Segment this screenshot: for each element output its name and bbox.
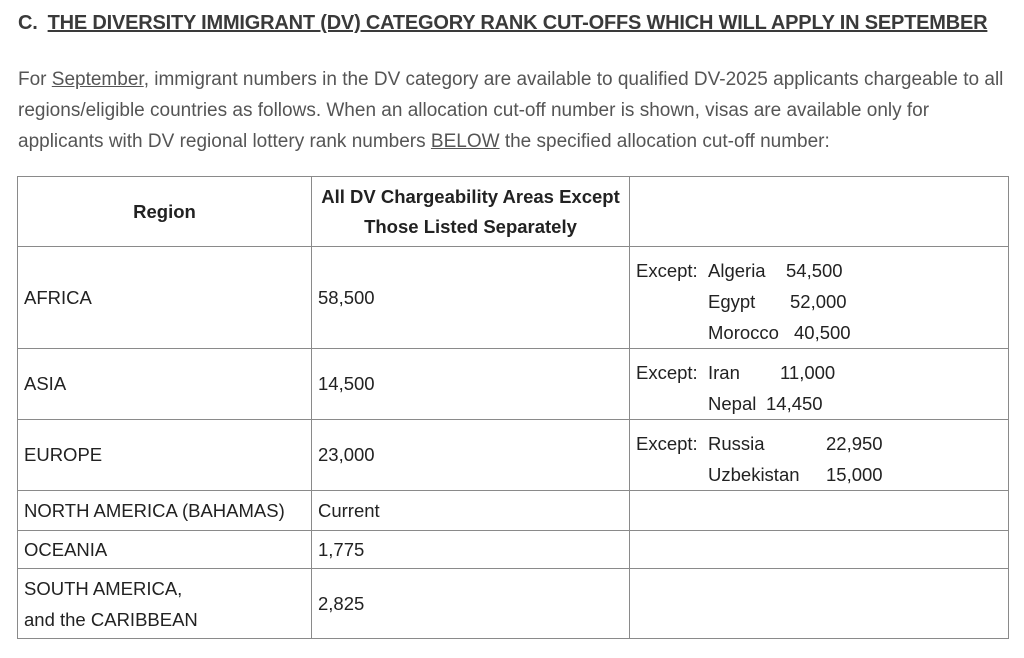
section-prefix: C.	[18, 12, 38, 34]
table-row-africa	[18, 247, 1009, 349]
region-cell: OCEANIA	[18, 531, 312, 569]
exception-country: Nepal	[708, 393, 757, 414]
region-cell: ASIA	[18, 349, 312, 420]
header-exceptions	[630, 177, 1009, 247]
exception-country: Russia	[708, 433, 765, 454]
exception-row	[636, 357, 1002, 388]
intro-paragraph	[18, 64, 1018, 157]
region-line: and the CARIBBEAN	[24, 608, 198, 630]
region-cell: AFRICA	[18, 247, 312, 349]
table-header-row	[18, 177, 1009, 247]
value-cell: 14,500	[312, 349, 630, 420]
exception-row	[636, 459, 1002, 490]
dv-cutoff-table	[17, 176, 1009, 639]
intro-text-1: For	[18, 69, 52, 90]
exceptions-cell	[630, 247, 1009, 349]
exception-value: 15,000	[826, 464, 883, 485]
exception-row	[636, 286, 1002, 317]
intro-below: BELOW	[430, 131, 500, 152]
except-label: Except:	[636, 260, 698, 281]
value-cell: 1,775	[312, 531, 630, 569]
value-cell: 2,825	[312, 569, 630, 639]
except-label: Except:	[636, 362, 698, 383]
section-title: THE DIVERSITY IMMIGRANT (DV) CATEGORY RANK CUT-OFFS WHICH WILL APPLY IN SEPTEMBER	[47, 12, 988, 34]
except-label: Except:	[636, 433, 698, 454]
header-all-areas-line1: All DV Chargeability Areas Except	[321, 185, 620, 207]
value-cell: Current	[312, 491, 630, 531]
exception-country: Morocco	[708, 322, 779, 343]
header-region: Region	[18, 177, 312, 247]
exception-country: Iran	[708, 362, 740, 383]
region-cell	[18, 569, 312, 639]
section-heading	[18, 12, 987, 35]
intro-month: September	[51, 69, 144, 90]
table-row-oceania	[18, 531, 1009, 569]
exception-row	[636, 317, 1002, 348]
value-cell: 58,500	[312, 247, 630, 349]
table-row-europe	[18, 420, 1009, 491]
exceptions-cell	[630, 531, 1009, 569]
exception-row	[636, 428, 1002, 459]
exception-country: Algeria	[708, 260, 766, 281]
value-cell: 23,000	[312, 420, 630, 491]
exception-row	[636, 388, 1002, 419]
table-row-asia	[18, 349, 1009, 420]
intro-text-3: the specified allocation cut-off number:	[499, 131, 830, 152]
header-all-areas-line2: Those Listed Separately	[364, 215, 577, 237]
region-line: SOUTH AMERICA,	[24, 577, 183, 599]
exception-value: 22,950	[826, 433, 883, 454]
exception-value: 40,500	[794, 322, 851, 343]
exception-country: Uzbekistan	[708, 464, 800, 485]
exceptions-cell	[630, 491, 1009, 531]
exception-row	[636, 255, 1002, 286]
exceptions-cell	[630, 420, 1009, 491]
exception-country: Egypt	[708, 291, 756, 312]
exception-value: 14,450	[766, 393, 823, 414]
exception-value: 54,500	[786, 260, 843, 281]
header-all-areas	[312, 177, 630, 247]
region-cell: EUROPE	[18, 420, 312, 491]
intro-text-2: , immigrant numbers in the DV category are available to qualified DV-2025 applicants chargeable to all regions/eligible countries as follows. When an allocation cut-off number is shown, visas are available only for applicants with DV regional lottery rank numbers	[18, 69, 1004, 152]
exceptions-cell	[630, 569, 1009, 639]
exception-value: 11,000	[780, 362, 836, 383]
exceptions-cell	[630, 349, 1009, 420]
table-row-south-america	[18, 569, 1009, 639]
table-row-north-america	[18, 491, 1009, 531]
region-cell: NORTH AMERICA (BAHAMAS)	[18, 491, 312, 531]
exception-value: 52,000	[790, 291, 847, 312]
